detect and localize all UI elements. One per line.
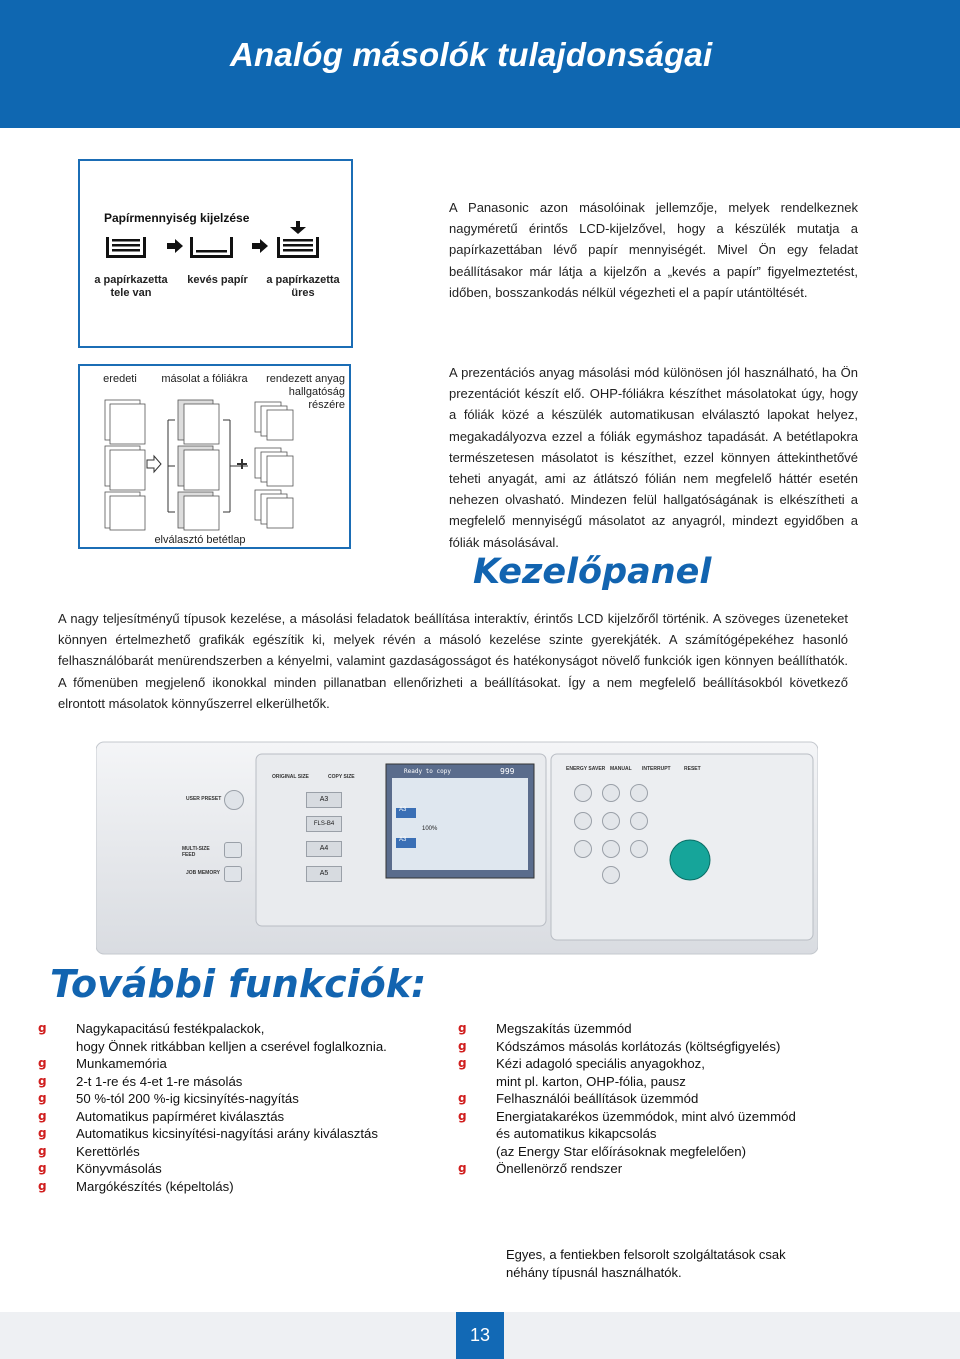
job-memory-button[interactable] [224, 866, 242, 882]
feature-text: 2-t 1-re és 4-et 1-re másolás [76, 1073, 243, 1089]
feature-item [38, 1178, 438, 1196]
feature-item [38, 1143, 438, 1161]
user-preset-label: USER PRESET [186, 796, 222, 802]
keypad-button[interactable] [602, 812, 620, 830]
arrow-right-icon [252, 239, 268, 253]
bullet-icon: g [38, 1161, 47, 1175]
bullet-icon: g [38, 1178, 47, 1193]
paper-quantity-title: Papírmennyiség kijelzése [104, 211, 250, 225]
feature-item [458, 1090, 858, 1108]
feature-item [458, 1055, 858, 1073]
bullet-icon: g [458, 1038, 467, 1053]
feature-text: (az Energy Star előírásoknak megfelelően) [496, 1143, 746, 1159]
feature-item [38, 1073, 438, 1091]
keypad-button[interactable] [602, 784, 620, 802]
bullet-icon: g [458, 1108, 467, 1123]
multi-size-feed-label: MULTI-SIZE FEED [182, 846, 210, 858]
feature-item [38, 1125, 438, 1143]
lcd-zoom: 100% [422, 826, 438, 832]
feature-text: Önellenörző rendszer [496, 1161, 623, 1176]
page-header [0, 0, 960, 128]
feature-text: mint pl. karton, OHP-fólia, pausz [496, 1073, 686, 1089]
feature-item [38, 1055, 438, 1073]
feature-text: Energiatakarékos üzemmódok, mint alvó üzemmód [496, 1108, 796, 1124]
keypad-button[interactable] [630, 812, 648, 830]
keypad-button[interactable] [602, 866, 620, 884]
label-separator-sheet: elválasztó betétlap [154, 534, 246, 546]
manual-label: MANUAL [610, 766, 632, 772]
feature-text: Könyvmásolás [76, 1161, 162, 1176]
page-title: Analóg másolók tulajdonságai [230, 36, 713, 73]
label-cassette-empty: a papírkazetta üres [266, 274, 340, 299]
feature-item [38, 1160, 438, 1178]
feature-item [38, 1020, 438, 1038]
multi-size-feed-button[interactable] [224, 842, 242, 858]
feature-text: Kézi adagoló speciális anyagokhoz, [496, 1056, 705, 1071]
keypad-button[interactable] [574, 840, 592, 858]
feature-text: Kódszámos másolás korlátozás (költségfigyelés) [496, 1038, 781, 1054]
feature-item [38, 1090, 438, 1108]
feature-item [458, 1143, 858, 1161]
feature-item [458, 1020, 858, 1038]
label-copy-on-foil: másolat a fóliákra [161, 373, 248, 385]
feature-text: és automatikus kikapcsolás [496, 1126, 657, 1141]
bullet-icon: g [458, 1091, 467, 1105]
control-panel-text: A nagy teljesítményű típusok kezelése, a másolási feladatok beállítása interaktív, érintős LCD kijelzőről történik. A szöveges üzeneteket könnyen értelmezhető grafikák egészítik ki, melyek révén a másoló kezelése szinte gyerekjáték. A számítógépekéhez hasonló felhasználóbarát menürendszerben a kényelmi, valamint gazdaságosságot és hatékonyságot növelő funkciók igen könnyen beállíthatók. A főmenüben megjelenő ikonokkal minden pillanatban ellenőrizheti a beállításokat. Így a nem megfelelő beállításokból következő elrontott másolatok könnyűszerrel elkerülhetők. [58, 611, 848, 711]
feature-item [458, 1038, 858, 1056]
keypad-button[interactable] [630, 840, 648, 858]
paper-quantity-figure [78, 159, 353, 348]
feature-text: Automatikus papírméret kiválasztás [76, 1108, 285, 1124]
lcd-size-a3-bottom: A3 [399, 837, 407, 843]
keypad-button[interactable] [574, 812, 592, 830]
bullet-icon: g [38, 1108, 47, 1123]
feature-list-right [458, 1020, 858, 1178]
feature-text: Felhasználói beállítások üzemmód [496, 1091, 699, 1106]
control-panel-heading: Kezelőpanel [473, 552, 712, 592]
energy-saver-label: ENERGY SAVER [566, 766, 606, 772]
presentation-mode-text: A prezentációs anyag másolási mód különösen jól használható, ha Ön prezentációt készít elő. OHP-fóliákra készíthet másolatokat úgy, hogy a fóliák közé a készülék automatikusan elválasztó lapokat helyez, megakadályozva ezzel a fóliák egymáshoz tapadását. A betétlapokra természetesen másolatot is készíthet, ezzel könnyen áttekinthetővé teheti anyagát, ami az átlátszó fólián nem megfelelő háttér esetén nehezen olvasható. Mindezen felül hallgatóságának is elkészítheti a megfelelő mennyiségű másolatot az anyagról, mindezt egyidőben a fóliák másolásával. [449, 365, 858, 550]
feature-item [458, 1125, 858, 1143]
original-size-label: ORIGINAL SIZE [272, 774, 309, 780]
label-cassette-full: a papírkazetta tele van [94, 274, 168, 299]
bullet-icon: g [38, 1021, 47, 1035]
cassette-full-icon [106, 237, 146, 258]
cassette-empty-icon [277, 221, 319, 258]
feature-item [38, 1108, 438, 1126]
label-sorted-material: rendezett anyag hallgatóság részére [266, 373, 345, 411]
lcd-copy-count: 999 [500, 767, 515, 776]
arrow-right-icon [147, 456, 161, 472]
bullet-icon: g [458, 1161, 467, 1175]
bullet-icon: g [38, 1126, 47, 1140]
lcd-status-text: Ready to copy [404, 768, 451, 775]
bullet-icon: g [458, 1056, 467, 1070]
keypad-button[interactable] [602, 840, 620, 858]
interrupt-label: INTERRUPT [642, 766, 671, 772]
feature-text: Automatikus kicsinyítési-nagyítási arány kiválasztás [76, 1126, 378, 1141]
page-number: 13 [456, 1312, 504, 1359]
label-paper-low: kevés papír [187, 274, 248, 286]
keypad [574, 784, 670, 880]
cassette-low-icon [190, 237, 233, 258]
keypad-button[interactable] [630, 784, 648, 802]
bullet-icon: g [38, 1073, 47, 1088]
user-preset-button[interactable] [224, 790, 244, 810]
size-button-fls-b4[interactable]: FLS-B4 [306, 816, 342, 832]
feature-item [458, 1108, 858, 1126]
bullet-icon: g [38, 1091, 47, 1105]
feature-item [458, 1073, 858, 1091]
feature-item [38, 1038, 438, 1056]
feature-text: Megszakítás üzemmód [496, 1021, 632, 1036]
presentation-mode-diagram [80, 394, 349, 534]
feature-text: 50 %-tól 200 %-ig kicsinyítés-nagyítás [76, 1091, 299, 1106]
control-panel-illustration [96, 740, 818, 962]
paper-quantity-text: A Panasonic azon másolóinak jellemzője, melyek rendelkeznek nagyméretű érintős LCD-kijelzővel, hogy a készülék mutatja a papírkazettában lévő papír mennyiségét. Mivel Ön egy feladat beállításakor már látja a kijelzőn a „kevés a papír” figyelmeztetést, időben, bosszankodás nélkül végezheti el a papír utántöltését. [449, 200, 858, 300]
job-memory-label: JOB MEMORY [186, 870, 220, 876]
plus-icon [237, 459, 247, 469]
feature-text: Margókészítés (képeltolás) [76, 1178, 234, 1194]
bullet-icon: g [458, 1021, 467, 1035]
feature-text: hogy Önnek ritkábban kelljen a cserével foglalkoznia. [76, 1038, 387, 1054]
bullet-icon: g [38, 1143, 47, 1158]
keypad-button[interactable] [574, 784, 592, 802]
bullet-icon: g [38, 1056, 47, 1070]
arrow-right-icon [167, 239, 183, 253]
size-button-a5[interactable]: A5 [306, 866, 342, 882]
size-button-a3[interactable]: A3 [306, 792, 342, 808]
availability-note: Egyes, a fentiekben felsorolt szolgáltatások csak néhány típusnál használhatók. [506, 1247, 786, 1280]
start-button[interactable] [670, 840, 710, 880]
lcd-size-a3-top: A3 [399, 807, 407, 813]
feature-text: Kerettörlés [76, 1143, 140, 1159]
feature-text: Munkamemória [76, 1056, 167, 1071]
feature-list-left [38, 1020, 438, 1195]
feature-text: Nagykapacitású festékpalackok, [76, 1021, 265, 1036]
reset-label: RESET [684, 766, 701, 772]
copy-size-label: COPY SIZE [328, 774, 355, 780]
more-features-heading: További funkciók: [50, 962, 427, 1006]
size-button-a4[interactable]: A4 [306, 841, 342, 857]
feature-item [458, 1160, 858, 1178]
label-original: eredeti [103, 373, 137, 385]
presentation-mode-figure [78, 364, 351, 549]
